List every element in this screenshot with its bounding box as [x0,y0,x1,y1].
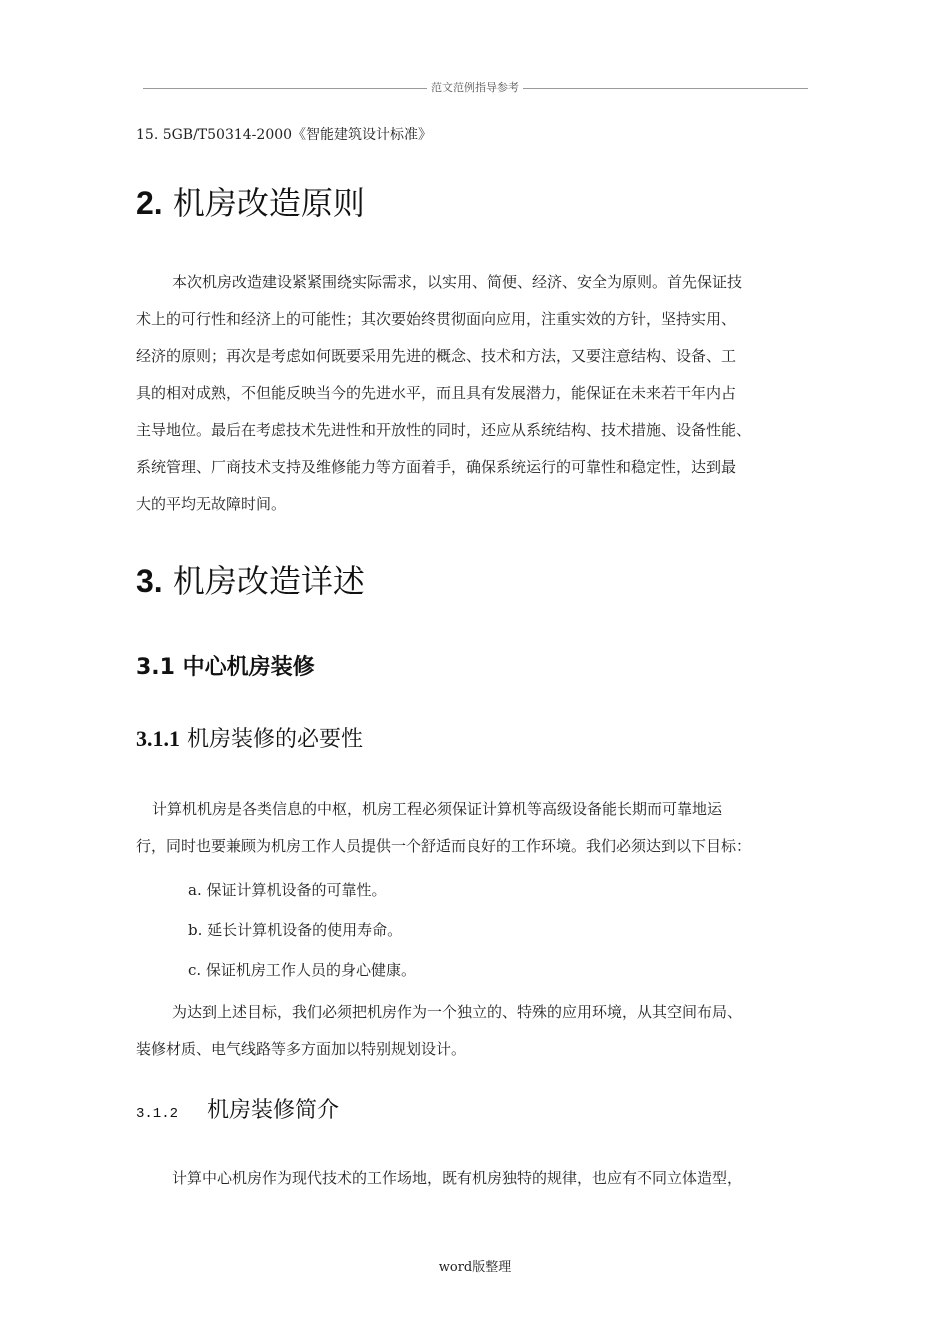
goal-list-item: a. 保证计算机设备的可靠性。 [188,881,387,899]
paragraph-line: 具的相对成熟，不但能反映当今的先进水平，而且具有发展潜力，能保证在未来若干年内占 [136,384,737,402]
goal-list-item: c. 保证机房工作人员的身心健康。 [188,961,416,979]
heading-title: 机房改造原则 [172,184,365,222]
paragraph-line: 装修材质、电气线路等多方面加以特别规划设计。 [136,1040,467,1058]
heading-section-2 [136,178,365,224]
heading-title: 机房装修的必要性 [187,727,364,752]
paragraph-line: 行，同时也要兼顾为机房工作人员提供一个舒适而良好的工作环境。我们必须达到以下目标： [136,837,752,855]
paragraph-line: 大的平均无故障时间。 [136,495,287,513]
paragraph-line: 经济的原则；再次是考虑如何既要采用先进的概念、技术和方法，又要注意结构、设备、工 [136,347,737,365]
page-header [0,79,950,95]
heading-section-3-1-2 [136,1093,339,1124]
heading-section-3 [136,556,365,602]
heading-number: 3. [136,563,163,599]
paragraph-line: 本次机房改造建设紧紧围绕实际需求，以实用、简便、经济、安全为原则。首先保证技 [172,273,743,291]
paragraph-line: 计算机机房是各类信息的中枢，机房工程必须保证计算机等高级设备能长期而可靠地运 [152,800,723,818]
paragraph-line: 主导地位。最后在考虑技术先进性和开放性的同时，还应从系统结构、技术措施、设备性能、 [136,421,752,439]
heading-title: 机房装修简介 [207,1098,340,1123]
page-header-text: 范文范例指导参考 [427,81,523,94]
paragraph-line: 术上的可行性和经济上的可能性；其次要始终贯彻面向应用，注重实效的方针，坚持实用、 [136,310,737,328]
heading-number: 3.1.2 [136,1106,179,1122]
heading-section-3-1: 3.1 中心机房装修 [136,655,315,680]
reference-item-15: 15. 5GB/T50314-2000《智能建筑设计标准》 [136,127,433,143]
heading-title: 机房改造详述 [172,562,365,600]
goal-list-item: b. 延长计算机设备的使用寿命。 [188,921,403,939]
heading-number: 3.1.1 [136,726,180,751]
paragraph-line: 系统管理、厂商技术支持及维修能力等方面着手，确保系统运行的可靠性和稳定性，达到最 [136,458,737,476]
page-footer: word版整理 [438,1260,512,1275]
paragraph-line: 为达到上述目标，我们必须把机房作为一个独立的、特殊的应用环境，从其空间布局、 [172,1003,743,1021]
paragraph-line: 计算中心机房作为现代技术的工作场地，既有机房独特的规律，也应有不同立体造型， [172,1169,743,1187]
heading-number: 2. [136,185,163,221]
heading-section-3-1-1 [136,722,363,753]
